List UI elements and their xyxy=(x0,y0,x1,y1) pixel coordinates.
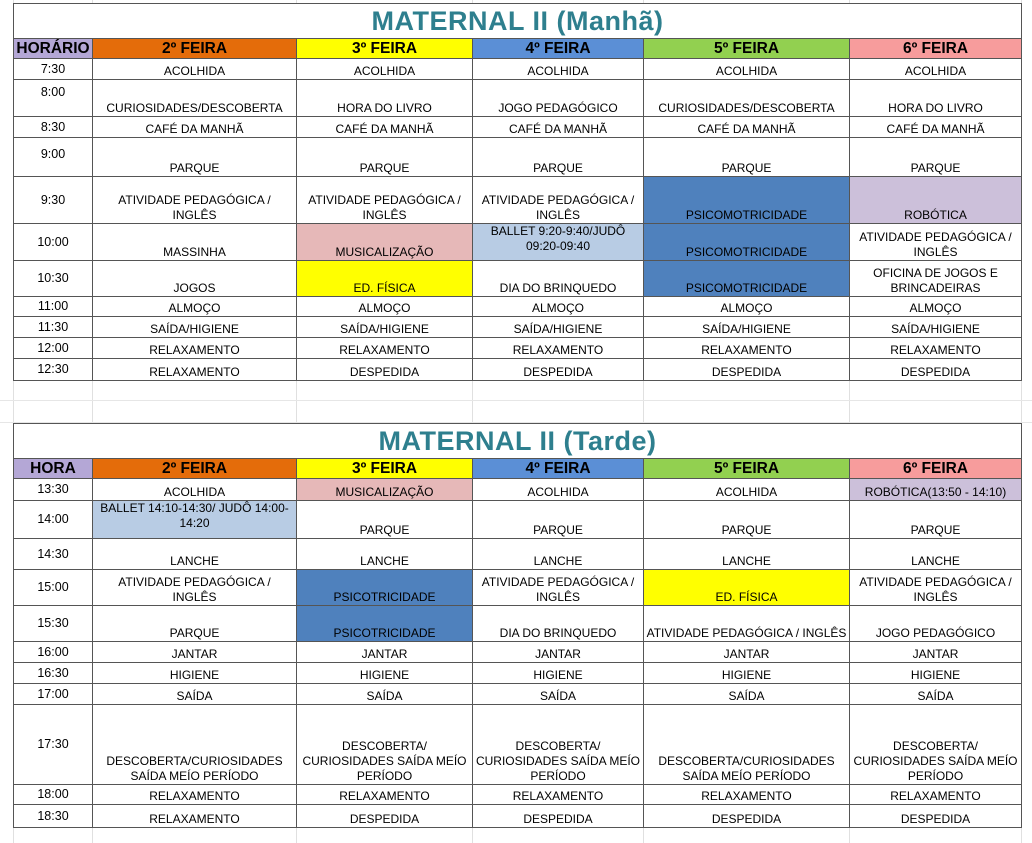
time-cell: 10:00 xyxy=(14,224,93,261)
header-friday: 6º FEIRA xyxy=(850,39,1022,59)
schedule-cell: DIA DO BRINQUEDO xyxy=(473,261,644,297)
schedule-cell: PARQUE xyxy=(644,501,850,539)
schedule-cell: CAFÉ DA MANHÃ xyxy=(644,117,850,138)
schedule-cell: CURIOSIDADES/DESCOBERTA xyxy=(644,80,850,117)
schedule-cell: DESCOBERTA/CURIOSIDADES SAÍDA MEÍO PERÍODO xyxy=(93,705,297,785)
schedule-cell: ALMOÇO xyxy=(93,297,297,317)
table-row xyxy=(14,570,1022,606)
schedule-cell: ACOLHIDA xyxy=(644,479,850,501)
table-row xyxy=(14,805,1022,828)
schedule-cell: LANCHE xyxy=(473,539,644,570)
time-cell: 12:30 xyxy=(14,359,93,381)
schedule-cell: DESCOBERTA/ CURIOSIDADES SAÍDA MEÍO PERÍODO xyxy=(473,705,644,785)
schedule-cell: SAÍDA xyxy=(850,684,1022,705)
schedule-cell: PARQUE xyxy=(93,606,297,642)
schedule-cell: DESCOBERTA/ CURIOSIDADES SAÍDA MEÍO PERÍODO xyxy=(297,705,473,785)
table-row xyxy=(14,261,1022,297)
time-cell: 7:30 xyxy=(14,59,93,80)
schedule-cell: PARQUE xyxy=(644,138,850,177)
time-cell: 17:30 xyxy=(14,705,93,785)
header-wednesday: 4º FEIRA xyxy=(473,39,644,59)
schedule-cell: HORA DO LIVRO xyxy=(850,80,1022,117)
table-row xyxy=(14,338,1022,359)
schedule-cell: SAÍDA/HIGIENE xyxy=(297,317,473,338)
schedule-cell: DESPEDIDA xyxy=(473,359,644,381)
schedule-cell: ATIVIDADE PEDAGÓGICA / INGLÊS xyxy=(93,177,297,224)
schedule-cell: PSICOTRICIDADE xyxy=(297,570,473,606)
table-row xyxy=(14,479,1022,501)
schedule-cell: SAÍDA/HIGIENE xyxy=(93,317,297,338)
schedule-cell: JANTAR xyxy=(297,642,473,663)
schedule-cell: DESPEDIDA xyxy=(850,359,1022,381)
schedule-cell: LANCHE xyxy=(297,539,473,570)
morning-schedule-table xyxy=(13,3,1022,381)
schedule-cell: RELAXAMENTO xyxy=(644,785,850,805)
header-hour: HORA xyxy=(14,459,93,479)
schedule-cell: OFICINA DE JOGOS E BRINCADEIRAS xyxy=(850,261,1022,297)
schedule-cell: ACOLHIDA xyxy=(473,59,644,80)
afternoon-title: MATERNAL II (Tarde) xyxy=(14,424,1022,459)
schedule-cell: MASSINHA xyxy=(93,224,297,261)
time-cell: 16:00 xyxy=(14,642,93,663)
time-cell: 13:30 xyxy=(14,479,93,501)
time-cell: 14:00 xyxy=(14,501,93,539)
table-row xyxy=(14,177,1022,224)
schedule-cell: DESCOBERTA/CURIOSIDADES SAÍDA MEÍO PERÍODO xyxy=(644,705,850,785)
schedule-cell: LANCHE xyxy=(93,539,297,570)
schedule-cell: PSICOMOTRICIDADE xyxy=(644,261,850,297)
schedule-cell: JOGO PEDAGÓGICO xyxy=(473,80,644,117)
schedule-cell: DESPEDIDA xyxy=(644,359,850,381)
schedule-cell: LANCHE xyxy=(644,539,850,570)
time-cell: 16:30 xyxy=(14,663,93,684)
table-row xyxy=(14,297,1022,317)
schedule-cell: DESCOBERTA/ CURIOSIDADES SAÍDA MEÍO PERÍODO xyxy=(850,705,1022,785)
schedule-cell: CAFÉ DA MANHÃ xyxy=(850,117,1022,138)
table-row xyxy=(14,501,1022,539)
table-row xyxy=(14,138,1022,177)
schedule-cell: ACOLHIDA xyxy=(93,59,297,80)
table-row xyxy=(14,317,1022,338)
time-cell: 9:00 xyxy=(14,138,93,177)
table-row xyxy=(14,117,1022,138)
schedule-cell: RELAXAMENTO xyxy=(644,338,850,359)
header-thursday: 5º FEIRA xyxy=(644,39,850,59)
time-cell: 15:30 xyxy=(14,606,93,642)
schedule-cell: MUSICALIZAÇÃO xyxy=(297,224,473,261)
time-cell: 8:30 xyxy=(14,117,93,138)
schedule-cell: ATIVIDADE PEDAGÓGICA / INGLÊS xyxy=(644,606,850,642)
schedule-cell: SAÍDA xyxy=(473,684,644,705)
time-cell: 15:00 xyxy=(14,570,93,606)
schedule-cell: ACOLHIDA xyxy=(297,59,473,80)
schedule-cell: RELAXAMENTO xyxy=(93,359,297,381)
schedule-cell: HIGIENE xyxy=(297,663,473,684)
table-row xyxy=(14,606,1022,642)
table-row xyxy=(14,80,1022,117)
schedule-cell: ED. FÍSICA xyxy=(644,570,850,606)
schedule-cell: ATIVIDADE PEDAGÓGICA / INGLÊS xyxy=(297,177,473,224)
schedule-cell: SAÍDA xyxy=(644,684,850,705)
schedule-cell: BALLET 14:10-14:30/ JUDÔ 14:00-14:20 xyxy=(93,501,297,539)
schedule-cell: HIGIENE xyxy=(850,663,1022,684)
schedule-cell: RELAXAMENTO xyxy=(93,805,297,828)
time-cell: 18:00 xyxy=(14,785,93,805)
schedule-cell: ALMOÇO xyxy=(644,297,850,317)
header-tuesday: 3º FEIRA xyxy=(297,459,473,479)
schedule-cell: ATIVIDADE PEDAGÓGICA / INGLÊS xyxy=(93,570,297,606)
schedule-cell: DIA DO BRINQUEDO xyxy=(473,606,644,642)
schedule-cell: DESPEDIDA xyxy=(297,805,473,828)
schedule-cell: ACOLHIDA xyxy=(473,479,644,501)
schedule-cell: PARQUE xyxy=(297,138,473,177)
schedule-cell: DESPEDIDA xyxy=(644,805,850,828)
schedule-cell: SAÍDA/HIGIENE xyxy=(473,317,644,338)
table-row xyxy=(14,539,1022,570)
morning-title: MATERNAL II (Manhã) xyxy=(14,4,1022,39)
header-thursday: 5º FEIRA xyxy=(644,459,850,479)
schedule-cell: PARQUE xyxy=(473,138,644,177)
time-cell: 14:30 xyxy=(14,539,93,570)
schedule-cell: DESPEDIDA xyxy=(850,805,1022,828)
time-cell: 9:30 xyxy=(14,177,93,224)
table-row xyxy=(14,642,1022,663)
time-cell: 12:00 xyxy=(14,338,93,359)
schedule-cell: RELAXAMENTO xyxy=(93,338,297,359)
header-hour: HORÁRIO xyxy=(14,39,93,59)
header-tuesday: 3º FEIRA xyxy=(297,39,473,59)
schedule-cell: RELAXAMENTO xyxy=(850,785,1022,805)
schedule-cell: PSICOMOTRICIDADE xyxy=(644,224,850,261)
schedule-cell: ATIVIDADE PEDAGÓGICA / INGLÊS xyxy=(473,177,644,224)
schedule-cell: JOGOS xyxy=(93,261,297,297)
schedule-cell: ACOLHIDA xyxy=(850,59,1022,80)
schedule-cell: ROBÓTICA(13:50 - 14:10) xyxy=(850,479,1022,501)
schedule-cell: ROBÓTICA xyxy=(850,177,1022,224)
schedule-cell: PARQUE xyxy=(850,138,1022,177)
schedule-cell: JOGO PEDAGÓGICO xyxy=(850,606,1022,642)
schedule-cell: ED. FÍSICA xyxy=(297,261,473,297)
schedule-cell: ATIVIDADE PEDAGÓGICA / INGLÊS xyxy=(850,570,1022,606)
schedule-cell: DESPEDIDA xyxy=(473,805,644,828)
table-row xyxy=(14,359,1022,381)
time-cell: 11:30 xyxy=(14,317,93,338)
schedule-cell: PARQUE xyxy=(297,501,473,539)
schedule-cell: HIGIENE xyxy=(644,663,850,684)
schedule-cell: LANCHE xyxy=(850,539,1022,570)
schedule-cell: ALMOÇO xyxy=(297,297,473,317)
schedule-cell: ATIVIDADE PEDAGÓGICA / INGLÊS xyxy=(850,224,1022,261)
afternoon-schedule-table xyxy=(13,423,1022,828)
header-monday: 2º FEIRA xyxy=(93,459,297,479)
time-cell: 8:00 xyxy=(14,80,93,117)
schedule-cell: RELAXAMENTO xyxy=(297,338,473,359)
table-row xyxy=(14,663,1022,684)
schedule-cell: SAÍDA/HIGIENE xyxy=(644,317,850,338)
schedule-cell: PARQUE xyxy=(473,501,644,539)
header-monday: 2º FEIRA xyxy=(93,39,297,59)
schedule-cell: RELAXAMENTO xyxy=(93,785,297,805)
schedule-cell: DESPEDIDA xyxy=(297,359,473,381)
table-row xyxy=(14,684,1022,705)
time-cell: 11:00 xyxy=(14,297,93,317)
schedule-cell: SAÍDA xyxy=(297,684,473,705)
schedule-cell: JANTAR xyxy=(644,642,850,663)
schedule-cell: JANTAR xyxy=(473,642,644,663)
schedule-cell: PARQUE xyxy=(93,138,297,177)
time-cell: 17:00 xyxy=(14,684,93,705)
schedule-cell: RELAXAMENTO xyxy=(473,338,644,359)
schedule-cell: CAFÉ DA MANHÃ xyxy=(473,117,644,138)
schedule-cell: RELAXAMENTO xyxy=(473,785,644,805)
schedule-cell: JANTAR xyxy=(93,642,297,663)
schedule-cell: PSICOTRICIDADE xyxy=(297,606,473,642)
schedule-cell: PARQUE xyxy=(850,501,1022,539)
schedule-cell: RELAXAMENTO xyxy=(850,338,1022,359)
schedule-cell: CAFÉ DA MANHÃ xyxy=(297,117,473,138)
schedule-cell: ACOLHIDA xyxy=(93,479,297,501)
schedule-cell: ALMOÇO xyxy=(473,297,644,317)
schedule-cell: HIGIENE xyxy=(93,663,297,684)
schedule-cell: ACOLHIDA xyxy=(644,59,850,80)
schedule-cell: CURIOSIDADES/DESCOBERTA xyxy=(93,80,297,117)
schedule-cell: PSICOMOTRICIDADE xyxy=(644,177,850,224)
schedule-cell: SAÍDA xyxy=(93,684,297,705)
schedule-cell: HORA DO LIVRO xyxy=(297,80,473,117)
schedule-cell: JANTAR xyxy=(850,642,1022,663)
table-row xyxy=(14,785,1022,805)
schedule-cell: RELAXAMENTO xyxy=(297,785,473,805)
schedule-cell: ALMOÇO xyxy=(850,297,1022,317)
table-row xyxy=(14,705,1022,785)
schedule-cell: SAÍDA/HIGIENE xyxy=(850,317,1022,338)
schedule-cell: ATIVIDADE PEDAGÓGICA / INGLÊS xyxy=(473,570,644,606)
table-row xyxy=(14,59,1022,80)
time-cell: 18:30 xyxy=(14,805,93,828)
schedule-cell: CAFÉ DA MANHÃ xyxy=(93,117,297,138)
table-row xyxy=(14,224,1022,261)
schedule-cell: BALLET 9:20-9:40/JUDÔ 09:20-09:40 xyxy=(473,224,644,261)
schedule-cell: HIGIENE xyxy=(473,663,644,684)
header-wednesday: 4º FEIRA xyxy=(473,459,644,479)
header-friday: 6º FEIRA xyxy=(850,459,1022,479)
schedule-cell: MUSICALIZAÇÃO xyxy=(297,479,473,501)
time-cell: 10:30 xyxy=(14,261,93,297)
